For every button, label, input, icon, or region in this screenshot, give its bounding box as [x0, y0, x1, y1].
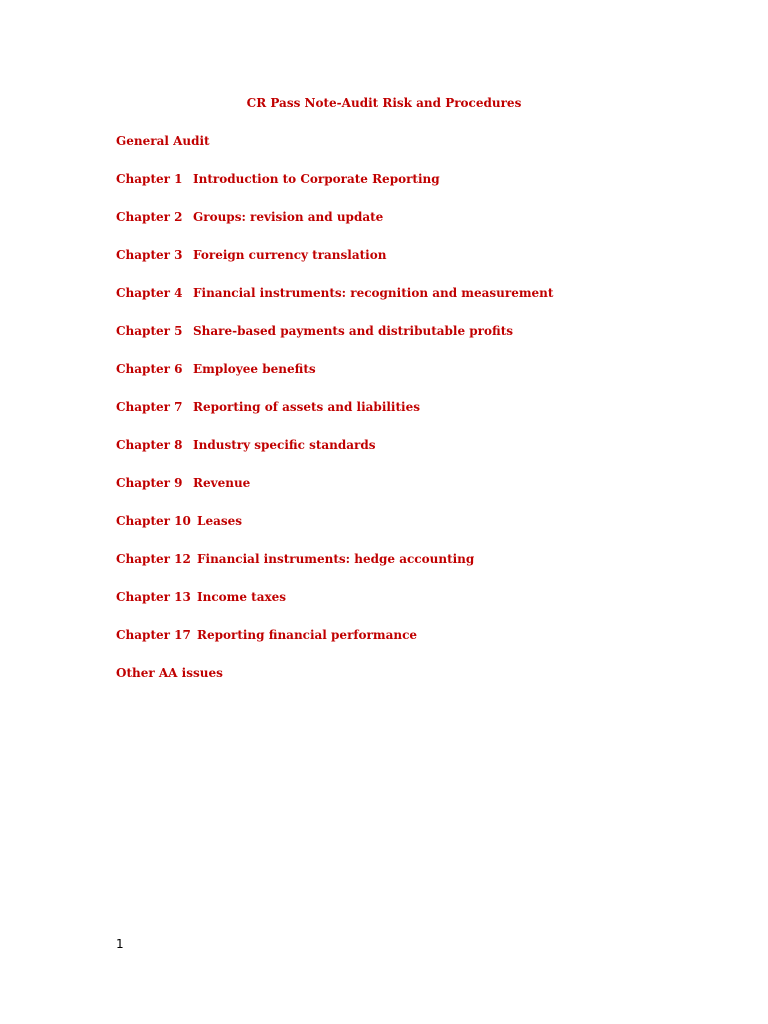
chapter-entry — [116, 247, 553, 285]
chapter-number: Chapter 5 — [116, 324, 183, 338]
chapter-number: Chapter 17 — [116, 628, 191, 642]
chapter-number: Chapter 7 — [116, 400, 183, 414]
chapter-number: Chapter 10 — [116, 514, 191, 528]
chapter-entry — [116, 513, 553, 551]
chapter-title: Industry specific standards — [193, 438, 376, 452]
section-heading-label: Other AA issues — [116, 666, 223, 680]
chapter-title: Leases — [197, 514, 242, 528]
chapter-number: Chapter 4 — [116, 286, 183, 300]
chapter-entry — [116, 171, 553, 209]
chapter-number: Chapter 8 — [116, 438, 183, 452]
chapter-number: Chapter 6 — [116, 362, 183, 376]
chapter-entry — [116, 323, 553, 361]
chapter-entry — [116, 209, 553, 247]
chapter-number: Chapter 9 — [116, 476, 183, 490]
chapter-title: Groups: revision and update — [193, 210, 384, 224]
chapter-entry — [116, 627, 553, 665]
chapter-entry — [116, 437, 553, 475]
chapter-title: Revenue — [193, 476, 251, 490]
chapter-title: Employee benefits — [193, 362, 316, 376]
section-heading-general — [116, 133, 553, 171]
chapter-title: Income taxes — [197, 590, 287, 604]
chapter-entry — [116, 361, 553, 399]
chapter-title: Financial instruments: recognition and measurement — [193, 286, 554, 300]
chapter-entry — [116, 589, 553, 627]
chapter-title: Share-based payments and distributable profits — [193, 324, 514, 338]
section-heading-label: General Audit — [116, 134, 210, 148]
page-title: CR Pass Note-Audit Risk and Procedures — [246, 96, 522, 110]
chapter-title: Financial instruments: hedge accounting — [197, 552, 475, 566]
chapter-entry — [116, 475, 553, 513]
chapter-title: Reporting financial performance — [197, 628, 418, 642]
chapter-number: Chapter 1 — [116, 172, 183, 186]
chapter-title: Foreign currency translation — [193, 248, 387, 262]
chapter-title: Reporting of assets and liabilities — [193, 400, 420, 414]
section-heading-other — [116, 665, 553, 703]
contents-list — [116, 133, 553, 703]
chapter-number: Chapter 12 — [116, 552, 191, 566]
chapter-entry — [116, 551, 553, 589]
chapter-number: Chapter 13 — [116, 590, 191, 604]
chapter-number: Chapter 2 — [116, 210, 183, 224]
chapter-entry — [116, 285, 553, 323]
chapter-title: Introduction to Corporate Reporting — [193, 172, 440, 186]
page-number: 1 — [116, 937, 124, 951]
chapter-entry — [116, 399, 553, 437]
chapter-number: Chapter 3 — [116, 248, 183, 262]
